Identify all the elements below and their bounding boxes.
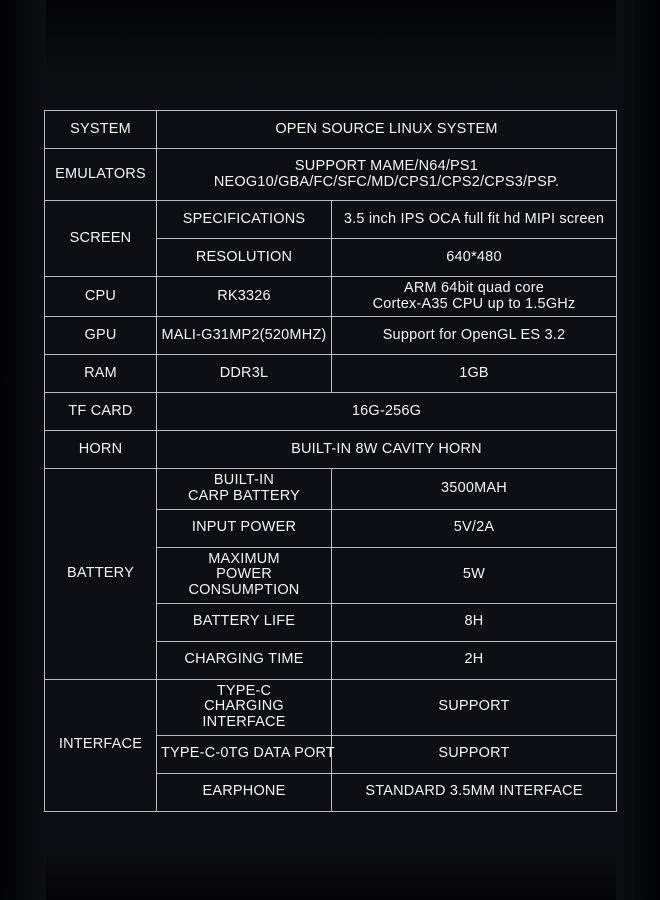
specifications-table xyxy=(44,110,617,812)
background-gradient-top xyxy=(0,0,660,96)
table-row xyxy=(45,111,617,149)
interface-earphone-label: EARPHONE xyxy=(157,773,332,811)
tf-card-value: 16G-256G xyxy=(157,393,617,431)
emulators-line-2: NEOG10/GBA/FC/SFC/MD/CPS1/CPS2/CPS3/PSP. xyxy=(213,173,560,190)
battery-capacity-value: 3500MAH xyxy=(332,469,617,509)
row-category-system: SYSTEM xyxy=(45,111,157,149)
interface-typec-charging-label xyxy=(157,679,332,735)
row-category-battery: BATTERY xyxy=(45,469,157,679)
interface-otg-label: TYPE-C-0TG DATA PORT xyxy=(157,735,332,773)
row-category-interface: INTERFACE xyxy=(45,679,157,811)
battery-max-consumption-label xyxy=(157,547,332,603)
interface-typec-charging-label-line-1: TYPE-C xyxy=(216,682,272,699)
row-category-cpu: CPU xyxy=(45,277,157,317)
screen-specifications-label: SPECIFICATIONS xyxy=(157,201,332,239)
cpu-value-line-2: Cortex-A35 CPU up to 1.5GHz xyxy=(372,295,576,312)
table-row xyxy=(45,431,617,469)
battery-builtin-label xyxy=(157,469,332,509)
battery-charging-time-value: 2H xyxy=(332,641,617,679)
battery-builtin-label-line-2: CARP BATTERY xyxy=(188,487,300,504)
interface-earphone-value: STANDARD 3.5MM INTERFACE xyxy=(332,773,617,811)
screen-resolution-label: RESOLUTION xyxy=(157,239,332,277)
battery-max-consumption-label-line-2: POWER CONSUMPTION xyxy=(188,566,300,598)
screen-specifications-value: 3.5 inch IPS OCA full fit hd MIPI screen xyxy=(332,201,617,239)
table-row xyxy=(45,469,617,509)
background-gradient-bottom xyxy=(0,838,660,900)
horn-value: BUILT-IN 8W CAVITY HORN xyxy=(157,431,617,469)
background-gradient-right xyxy=(616,0,660,900)
cpu-value xyxy=(332,277,617,317)
gpu-model-label: MALI-G31MP2(520MHZ) xyxy=(157,317,332,355)
battery-max-consumption-label-line-1: MAXIMUM xyxy=(208,550,280,567)
ram-type-label: DDR3L xyxy=(157,355,332,393)
table-row xyxy=(45,355,617,393)
row-category-gpu: GPU xyxy=(45,317,157,355)
row-category-tf-card: TF CARD xyxy=(45,393,157,431)
battery-max-consumption-value: 5W xyxy=(332,547,617,603)
battery-input-power-label: INPUT POWER xyxy=(157,509,332,547)
battery-charging-time-label: CHARGING TIME xyxy=(157,641,332,679)
interface-typec-charging-label-line-2: CHARGING INTERFACE xyxy=(202,698,286,730)
battery-input-power-value: 5V/2A xyxy=(332,509,617,547)
battery-builtin-label-line-1: BUILT-IN xyxy=(213,472,275,489)
table-row xyxy=(45,317,617,355)
battery-life-value: 8H xyxy=(332,603,617,641)
interface-otg-value: SUPPORT xyxy=(332,735,617,773)
row-category-horn: HORN xyxy=(45,431,157,469)
row-value-system: OPEN SOURCE LINUX SYSTEM xyxy=(157,111,617,149)
emulators-line-1: SUPPORT MAME/N64/PS1 xyxy=(294,157,479,174)
table-row xyxy=(45,679,617,735)
cpu-model-label: RK3326 xyxy=(157,277,332,317)
row-category-ram: RAM xyxy=(45,355,157,393)
background-gradient-left xyxy=(0,0,46,900)
cpu-value-line-1: ARM 64bit quad core xyxy=(403,280,544,296)
table-row xyxy=(45,277,617,317)
interface-typec-charging-value: SUPPORT xyxy=(332,679,617,735)
row-value-emulators xyxy=(157,149,617,201)
battery-life-label: BATTERY LIFE xyxy=(157,603,332,641)
table-row xyxy=(45,393,617,431)
row-category-emulators: EMULATORS xyxy=(45,149,157,201)
table-row xyxy=(45,201,617,239)
gpu-value: Support for OpenGL ES 3.2 xyxy=(332,317,617,355)
table-row xyxy=(45,149,617,201)
row-category-screen: SCREEN xyxy=(45,201,157,277)
screen-resolution-value: 640*480 xyxy=(332,239,617,277)
ram-value: 1GB xyxy=(332,355,617,393)
